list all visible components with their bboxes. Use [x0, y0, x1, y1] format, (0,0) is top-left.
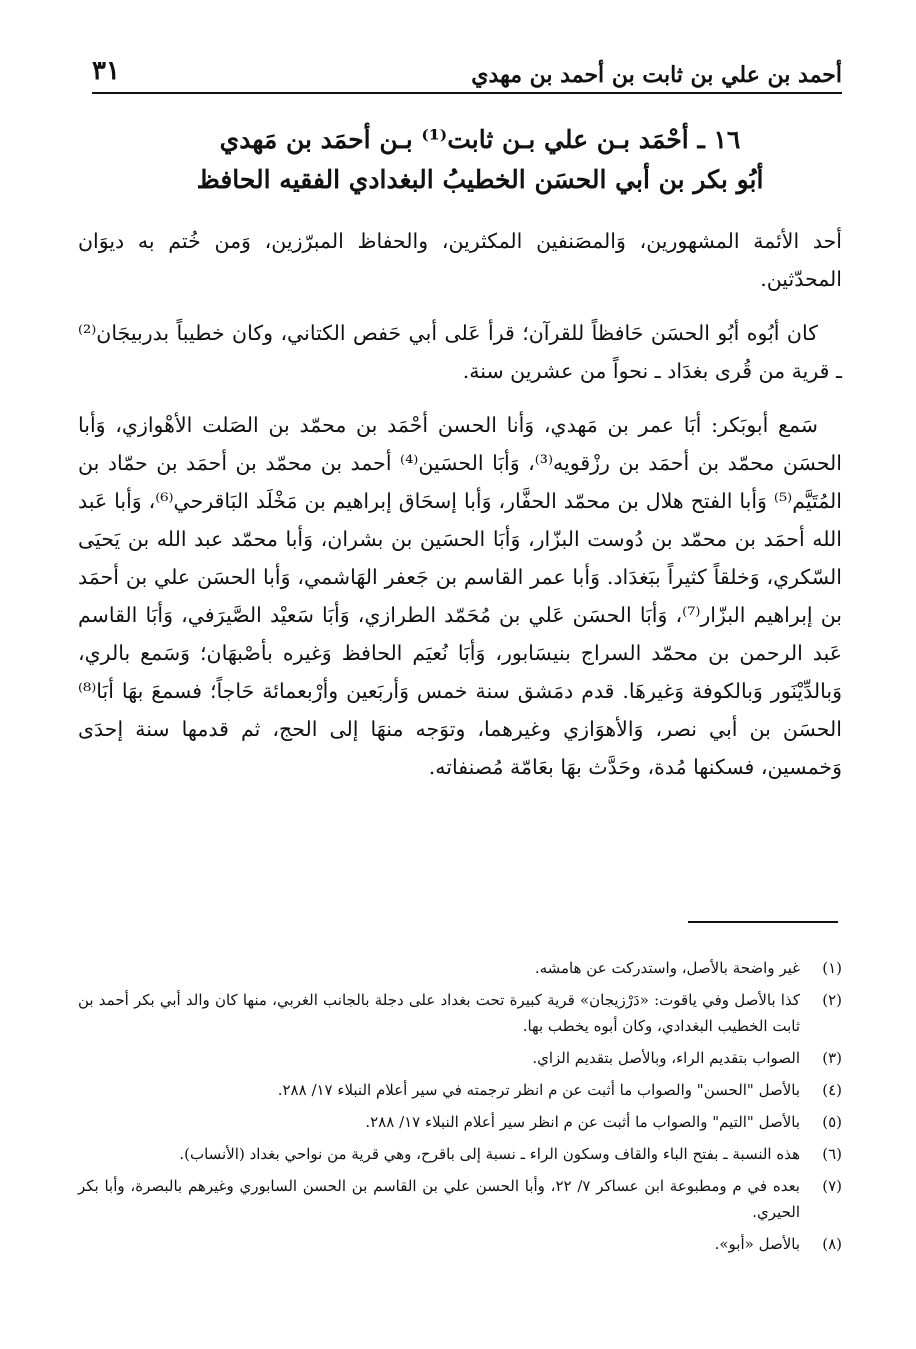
footnote-number: (٤): [822, 1081, 842, 1099]
footnote: [78, 1045, 842, 1071]
footnote-number: (٥): [822, 1113, 842, 1131]
footnote-text: بالأصل «أبو».: [714, 1235, 800, 1253]
footnote-number: (٦): [822, 1145, 842, 1163]
footnote-number: (٣): [822, 1049, 842, 1067]
footnote: [78, 987, 842, 1039]
footnote: [78, 1173, 842, 1225]
entry-title-line-2: أبُو بكر بن أبي الحسَن الخطيبُ البغدادي الفقيه الحافظ: [196, 165, 764, 194]
footnote-text: بعده في م ومطبوعة ابن عساكر ٧/ ٢٢، وأبا الحسن علي بن القاسم بن الحسن السابوري وغيرهم بالبصرة، وأبا بكر الحيري.: [78, 1177, 800, 1221]
running-title: أحمد بن علي بن ثابت بن أحمد بن مهدي: [471, 62, 842, 88]
footnote-text: كذا بالأصل وفي ياقوت: «دَرْزيجان» قرية كبيرة تحت بغداد على دجلة بالجانب الغربي، منها كان والد أبي بكر أحمد بن ثابت الخطيب البغدادي، وكان أبوه يخطب بها.: [78, 991, 800, 1035]
page-number: ٣١: [92, 56, 120, 86]
footnote-number: (٧): [822, 1177, 842, 1195]
footnotes: [78, 955, 842, 1263]
footnote-text: بالأصل "التيم" والصواب ما أثبت عن م انظر سير أعلام النبلاء ١٧/ ٢٨٨.: [365, 1113, 800, 1131]
footnote: [78, 955, 842, 981]
footnote-text: الصواب بتقديم الراء، وبالأصل بتقديم الزاي.: [532, 1049, 800, 1067]
paragraph-3: سَمع أبوبَكر: أبَا عمر بن مَهدي، وَأنا الحسن أحْمَد بن محمّد بن الصَلت الأهْوازي، وَأبا الحسَن محمّد بن أحمَد بن رزْقويه⁽³⁾، وَأبَا الحسَين⁽⁴⁾ أحمد بن محمّد بن أحمَد بن حمّاد بن المُتَيَّم⁽⁵⁾ وَأبا الفتح هلال بن محمّد الحفَّار، وَأبا إسحَاق إبراهيم بن مَخْلَد البَاقرحي⁽⁶⁾، وَأبا عَبد الله أحمَد بن محمّد بن دُوست البزّار، وَأبَا الحسَين بن بشران، وَأبا محمّد عبد الله بن يَحيَى السّكري، وَخلقاً كثيراً ببَغدَاد. وَأبا عمر القاسم بن جَعفر الهَاشمي، وَأبا الحسَن علي بن أحمَد بن إبراهيم البزّار⁽⁷⁾، وَأبَا الحسَن عَلي بن مُحَمّد الطرازي، وَأبَا سَعيْد الصَّيرَفي، وَأبَا القاسم عَبد الرحمن بن محمّد السراج بنيسَابور، وَأبَا نُعيَم الحافظ وَغيره بأصْبهَان؛ وَسَمع بالري، وَبالدِّيْنَور وَبالكوفة وَغيرهَا. قدم دمَشق سنة خمس وَأربَعين وأرْبعمائة حَاجاً؛ فسمعَ بهَا أبَا⁽⁸⁾ الحسَن بن أبي نصر، وَالأهوَازي وغيرهما، وتوَجه منهَا إلى الحج، ثم قدمها سنة إحدَى وَخمسين، فسكنها مُدة، وحَدَّث بهَا بعَامّة مُصنفاته.: [78, 413, 843, 779]
footnote-number: (١): [822, 959, 842, 977]
footnote-text: غير واضحة بالأصل، واستدركت عن هامشه.: [534, 959, 800, 977]
main-text: [78, 222, 842, 802]
footnote: [78, 1077, 842, 1103]
footnote-number: (٨): [822, 1235, 842, 1253]
page-header: [92, 52, 842, 94]
paragraph-2: كان أبُوه أبُو الحسَن حَافظاً للقرآن؛ قرأ عَلى أبي حَفص الكتاني، وكان خطيباً بدربيجَان⁽²⁾ ـ قرية من قُرى بغدَاد ـ نحواً من عشرين سنة.: [78, 321, 842, 383]
footnote: [78, 1231, 842, 1257]
entry-title: [150, 120, 810, 200]
footnote: [78, 1141, 842, 1167]
entry-title-line-1: ١٦ ـ أحْمَد بـن علي بـن ثابت⁽¹⁾ بـن أحمَد بن مَهدي: [219, 125, 741, 154]
footnote-text: هذه النسبة ـ بفتح الباء والقاف وسكون الراء ـ نسبة إلى باقرح، وهي قرية من نواحي بغداد (الأنساب).: [179, 1145, 800, 1163]
footnote: [78, 1109, 842, 1135]
footnote-text: بالأصل "الحسن" والصواب ما أثبت عن م انظر ترجمته في سير أعلام النبلاء ١٧/ ٢٨٨.: [277, 1081, 800, 1099]
paragraph-1: أحد الأئمة المشهورين، وَالمصَنفين المكثرين، والحفاظ المبرّزين، وَمن خُتم به ديوَان المحدّثين.: [78, 229, 842, 291]
footnote-number: (٢): [822, 991, 842, 1009]
footnote-divider: [688, 921, 838, 923]
